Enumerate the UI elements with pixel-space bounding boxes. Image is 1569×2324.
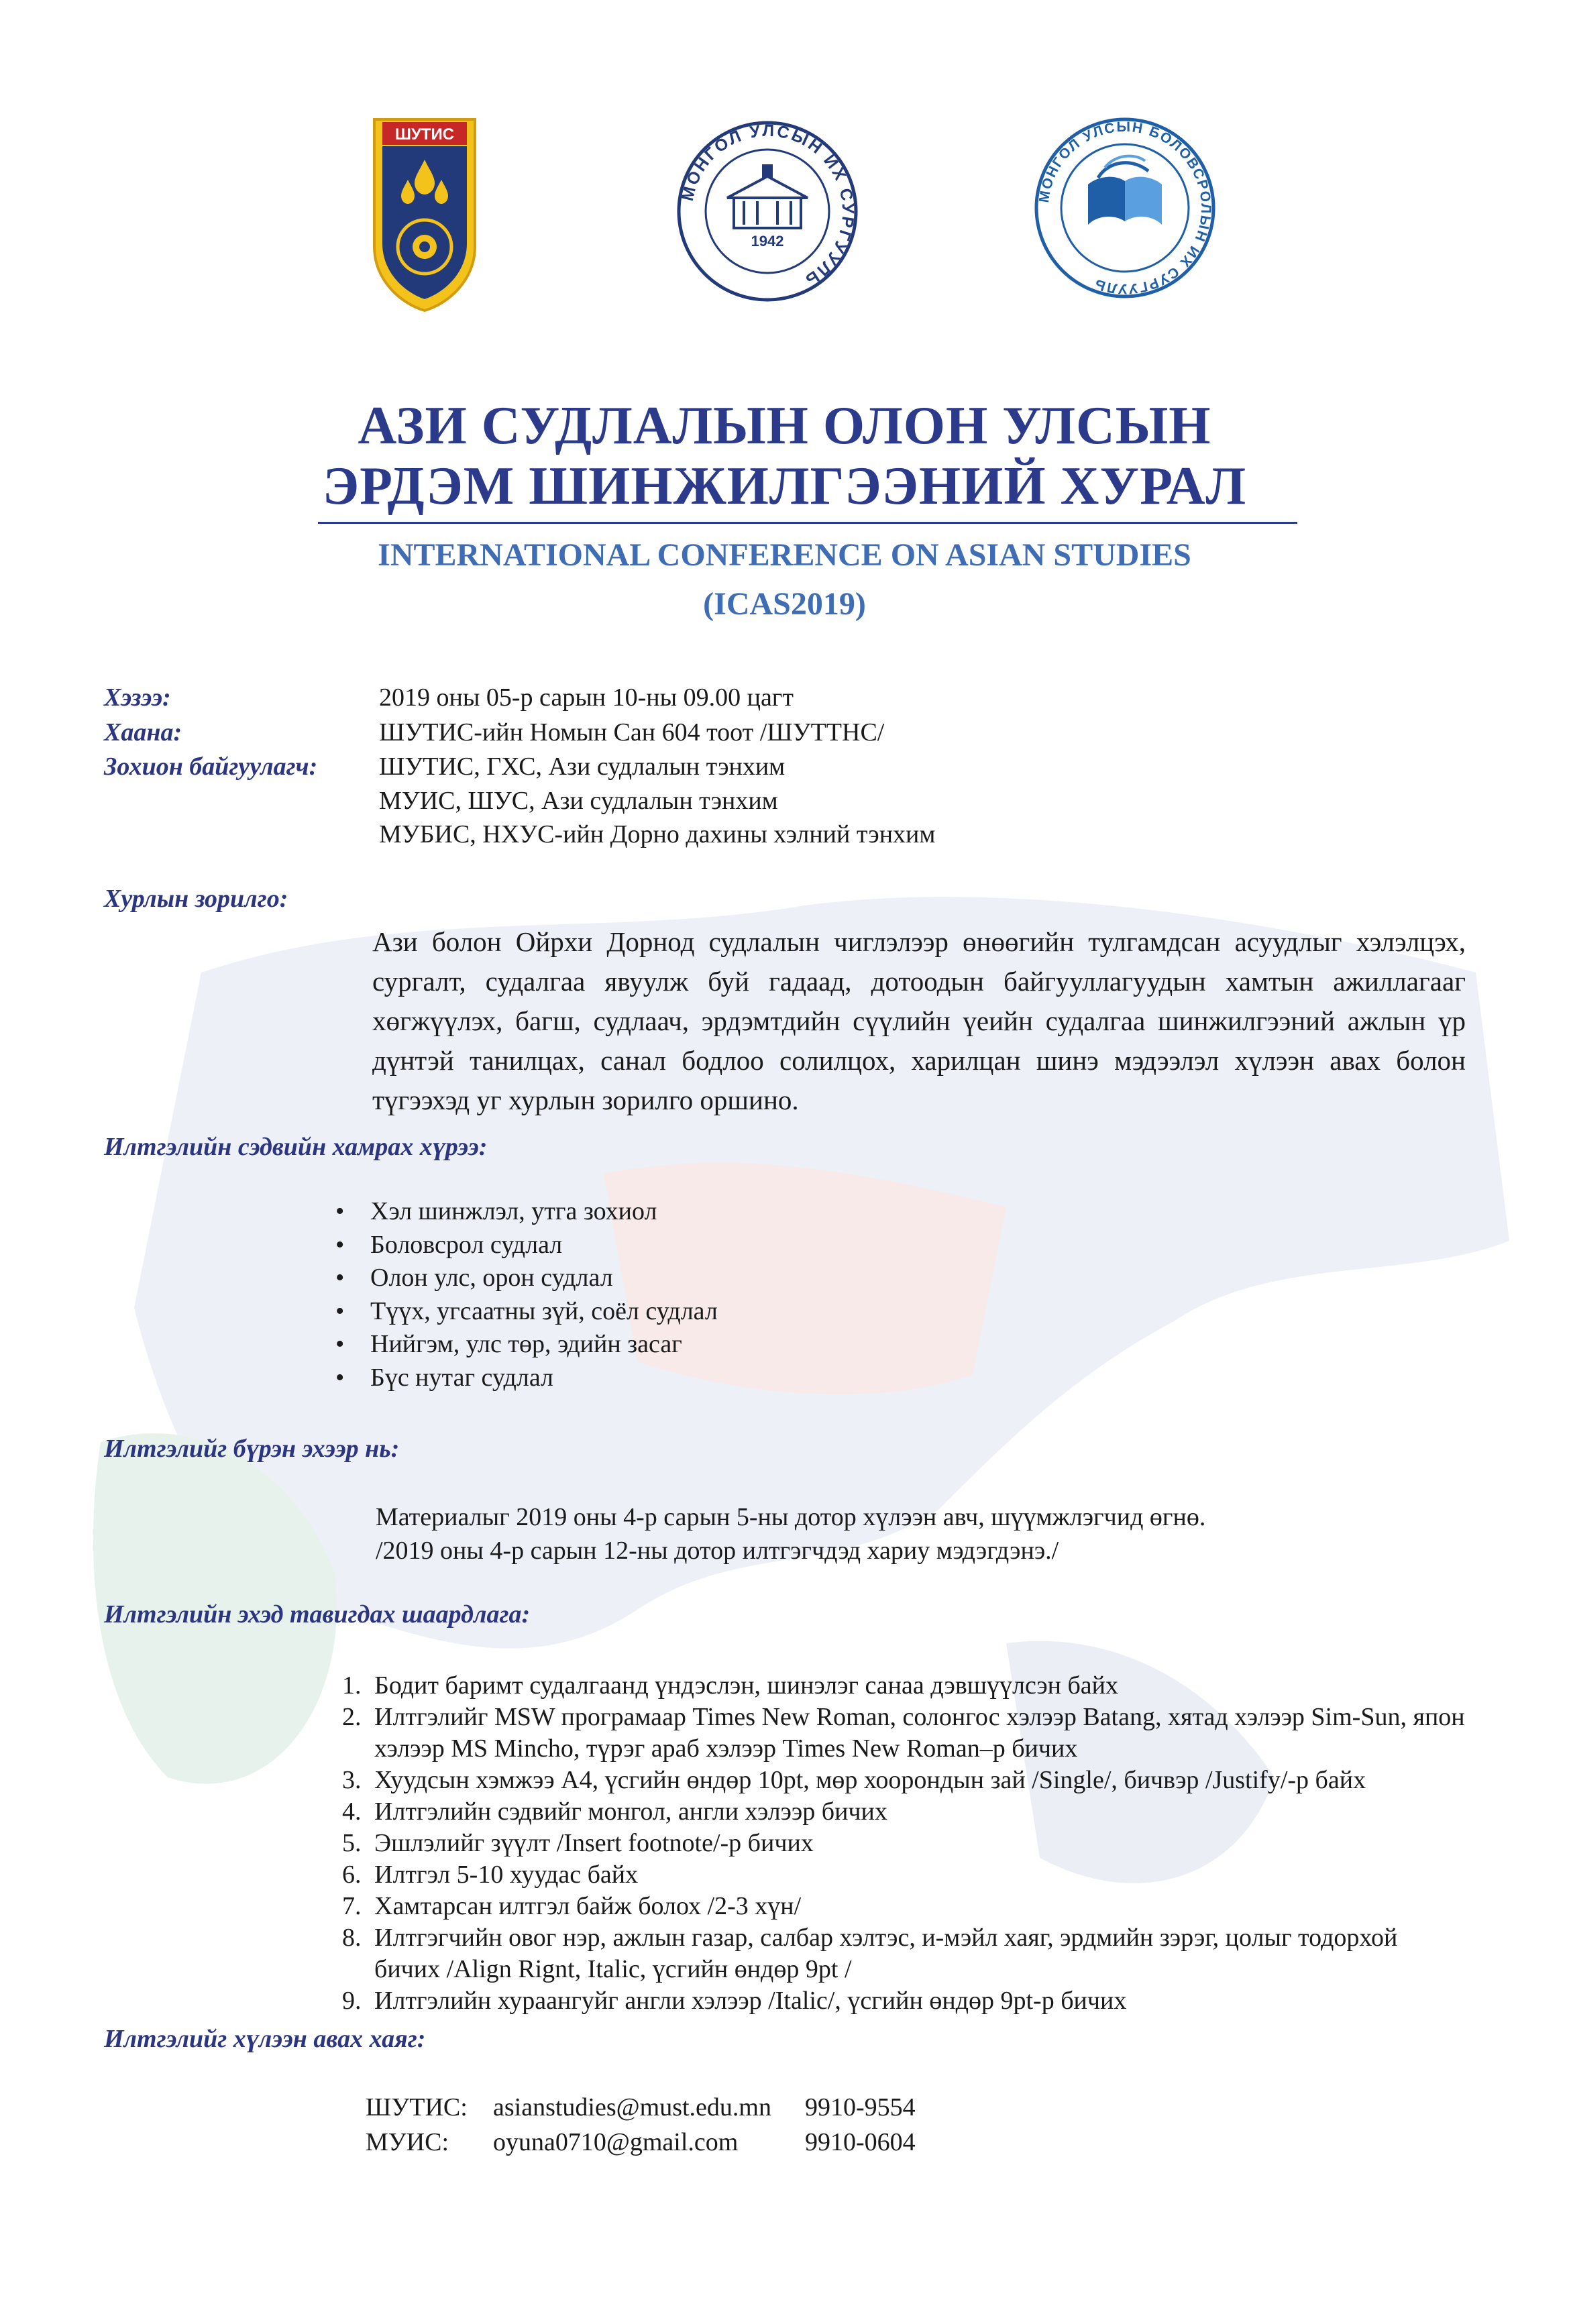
where-value: ШУТИС-ийн Номын Сан 604 тоот /ШУТТНС/ <box>379 718 885 746</box>
contacts-label: Илтгэлийг хүлээн авах хаяг: <box>104 2025 426 2053</box>
msue-logo <box>1031 114 1219 302</box>
when-value: 2019 оны 05-р сарын 10-ны 09.00 цагт <box>379 683 794 712</box>
goal-text: Ази болон Ойрхи Дорнод судлалын чиглэлээр өнөөгийн тулгамдсан асуудлыг хэлэлцэх, сургалт, судалгаа явуулж буй гадаад, дотоодын байгууллагуудын хамтын ажиллагааг хөгжүүлэх, багш, судлаач, эрдэмтдийн сүүлийн үеийн судалгаа шинжилгээний ажлын үр дүнтэй танилцах, санал бодлоо солилцох, харилцан шинэ мэдээлэл хүлээн авах болон түгээхэд уг хурлын зорилго оршино. <box>372 926 1466 1115</box>
list-item: • Олон улс, орон судлал <box>335 1262 718 1295</box>
organizer-item: МУБИС, НХУС-ийн Дорно дахины хэлний тэнхим <box>379 820 936 848</box>
fulltext-line-2: /2019 оны 4-р сарын 12-ны дотор илтгэгчдэд хариу мэдэгдэнэ./ <box>376 1537 1059 1565</box>
contact-org: ШУТИС: <box>366 2093 468 2121</box>
list-item: • Боловсрол судлал <box>335 1229 718 1262</box>
list-item: 7. Хамтарсан илтгэл байж болох /2-3 хүн/ <box>342 1892 802 1920</box>
where-label: Хаана: <box>104 718 182 746</box>
scope-list <box>335 1195 718 1394</box>
when-label: Хэзээ: <box>104 683 171 712</box>
title-line-1: АЗИ СУДЛАЛЫН ОЛОН УЛСЫН <box>358 396 1211 455</box>
contact-email[interactable]: asianstudies@must.edu.mn <box>493 2093 771 2121</box>
fulltext-line-1: Материалыг 2019 оны 4-р сарын 5-ны дотор хүлээн авч, шүүмжлэгчид өгнө. <box>376 1503 1206 1531</box>
list-item: 3. Хуудсын хэмжээ А4, үсгийн өндөр 10pt, мөр хоорондын зай /Single/, бичвэр /Justify/-р байх <box>342 1766 1366 1794</box>
list-item: 6. Илтгэл 5-10 хуудас байх <box>342 1861 639 1889</box>
requirements-label: Илтгэлийн эхэд тавигдах шаардлага: <box>104 1600 531 1628</box>
contact-phone: 9910-0604 <box>805 2128 916 2156</box>
title-divider <box>318 522 1297 524</box>
list-item: 1. Бодит баримт судалгаанд үндэслэн, шинэлэг санаа дэвшүүлсэн байх <box>342 1671 1118 1700</box>
list-item: • Бүс нутаг судлал <box>335 1362 718 1395</box>
organizer-label: Зохион байгуулагч: <box>104 753 318 781</box>
list-item: 2. Илтгэлийг MSW програмаар Times New Roman, солонгос хэлээр Batang, хятад хэлээр Sim-Sun, япон хэлээр MS Mincho, түрэг араб хэлээр Times New Roman–р бичих <box>342 1703 1465 1763</box>
organizer-item: ШУТИС, ГХС, Ази судлалын тэнхим <box>379 753 786 781</box>
title-line-2: ЭРДЭМ ШИНЖИЛГЭЭНИЙ ХУРАЛ <box>322 457 1247 516</box>
title-english: INTERNATIONAL CONFERENCE ON ASIAN STUDIES <box>378 537 1191 573</box>
bullet-icon: • <box>335 1230 345 1259</box>
must-logo-name: ШУТИС <box>394 125 455 144</box>
requirements-list <box>342 1670 1469 2017</box>
bullet-icon: • <box>335 1197 345 1225</box>
num-logo-year: 1942 <box>751 233 784 250</box>
num-logo <box>673 117 861 305</box>
list-item: • Хэл шинжлэл, утга зохиол <box>335 1195 718 1229</box>
contact-email[interactable]: oyuna0710@gmail.com <box>493 2128 739 2156</box>
msue-logo-ring-text: МОНГОЛ УЛСЫН БОЛОВСРОЛЫН ИХ СУРГУУЛЬ <box>1036 119 1214 297</box>
must-logo <box>368 113 482 314</box>
fulltext-label: Илтгэлийг бүрэн эхээр нь: <box>104 1435 400 1463</box>
organizer-item: МУИС, ШУС, Ази судлалын тэнхим <box>379 787 778 815</box>
scope-label: Илтгэлийн сэдвийн хамрах хүрээ: <box>104 1133 488 1161</box>
list-item: 8. Илтгэгчийн овог нэр, ажлын газар, салбар хэлтэс, и-мэйл хаяг, эрдмийн зэрэг, цолыг тодорхой бичих /Align Rignt, Italic, үсгийн өндөр 9pt / <box>342 1924 1398 1983</box>
contact-org: МУИС: <box>366 2128 449 2156</box>
list-item: 4. Илтгэлийн сэдвийг монгол, англи хэлээр бичих <box>342 1797 887 1826</box>
bullet-icon: • <box>335 1363 345 1392</box>
title-code: (ICAS2019) <box>703 586 866 622</box>
num-logo-ring-text: МОНГОЛ УЛСЫН ИХ СУРГУУЛЬ <box>678 121 858 290</box>
list-item: 9. Илтгэлийн хураангуйг англи хэлээр /Italic/, үсгийн өндөр 9pt-р бичих <box>342 1987 1127 2015</box>
bullet-icon: • <box>335 1296 345 1325</box>
bullet-icon: • <box>335 1330 345 1358</box>
contact-phone: 9910-9554 <box>805 2093 916 2121</box>
bullet-icon: • <box>335 1264 345 1292</box>
list-item: 5. Эшлэлийг зүүлт /Insert footnote/-р бичих <box>342 1829 814 1857</box>
goal-label: Хурлын зорилго: <box>104 885 288 913</box>
list-item: • Түүх, угсаатны зүй, соёл судлал <box>335 1295 718 1329</box>
list-item: • Нийгэм, улс төр, эдийн засаг <box>335 1328 718 1362</box>
